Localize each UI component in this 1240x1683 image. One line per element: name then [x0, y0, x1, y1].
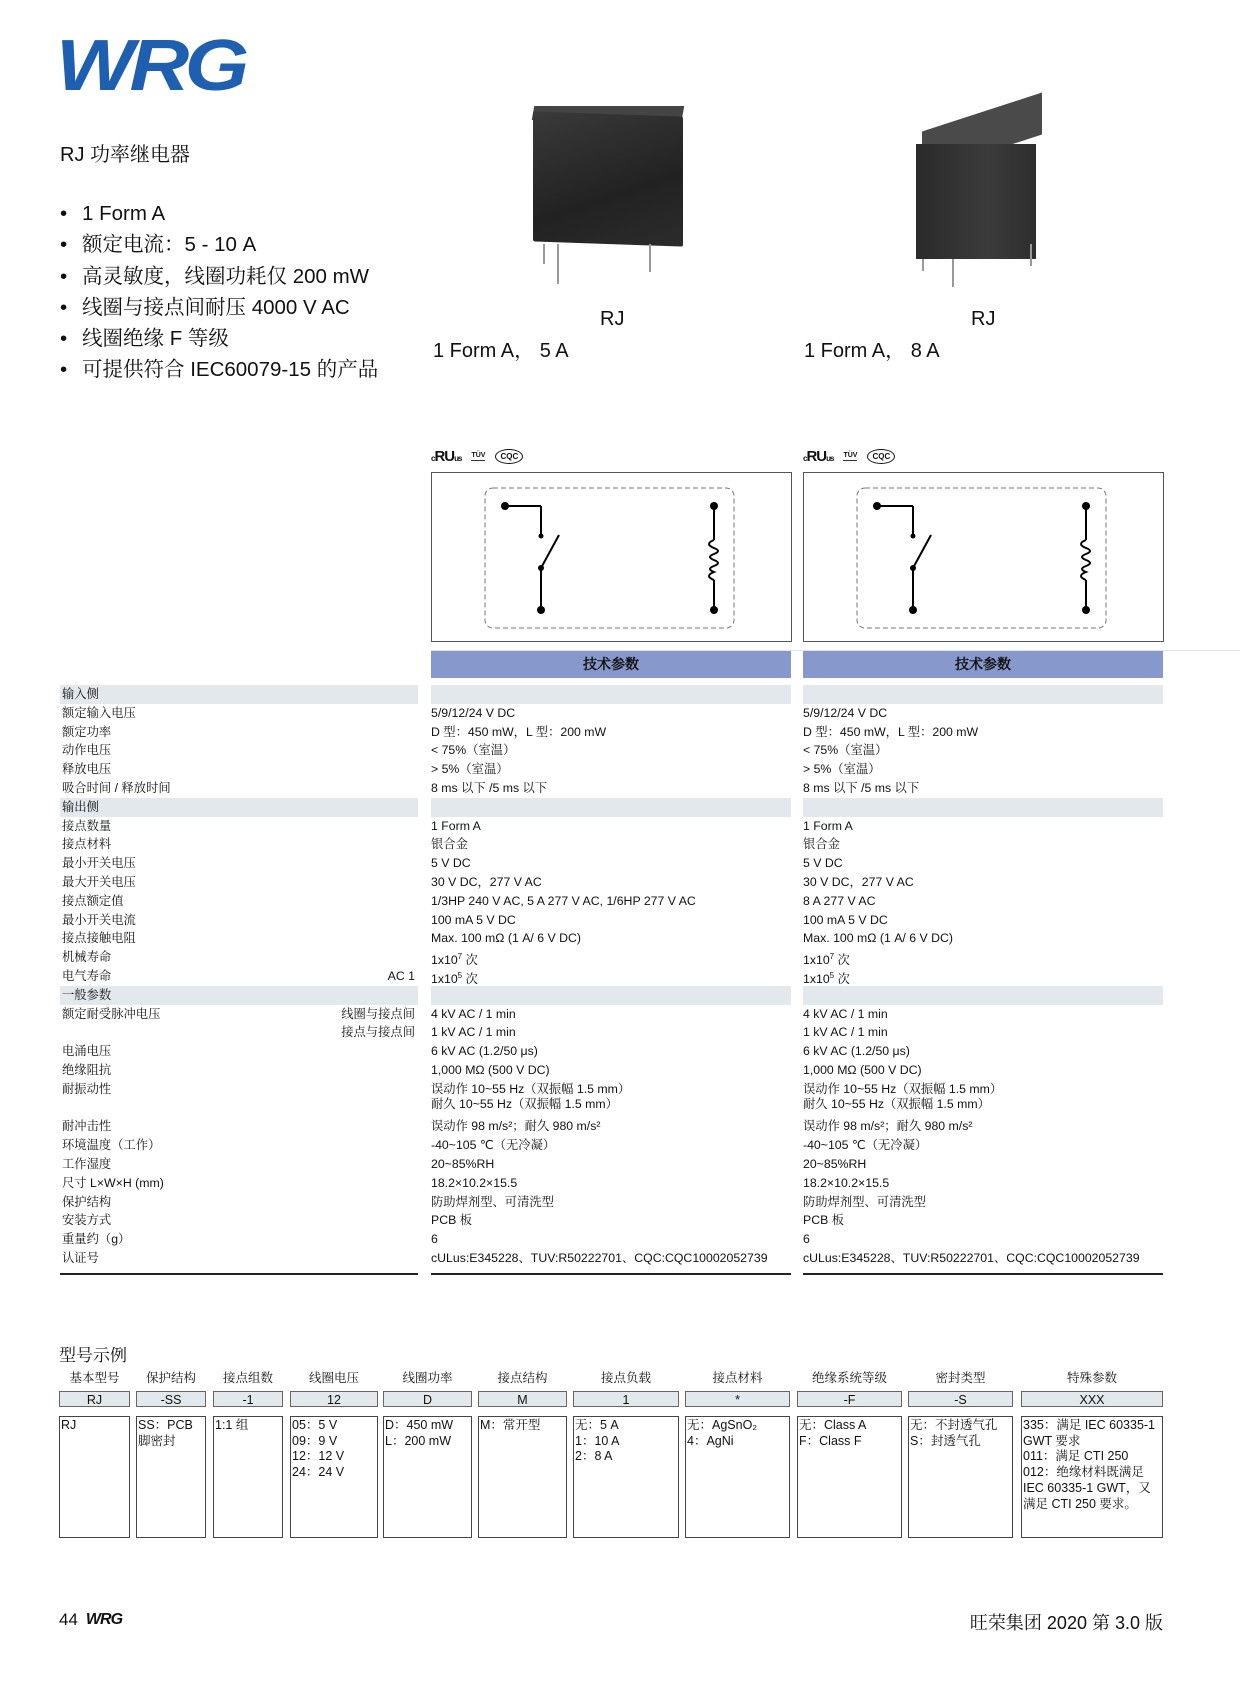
cert-logos	[803, 448, 895, 465]
product-description: 1 Form A， 8 A	[804, 340, 940, 362]
model-detail-box: SS：PCB 脚密封	[136, 1416, 206, 1538]
spec-value-line: 6 kV AC (1.2/50 μs)	[803, 1044, 910, 1059]
spec-value-base: 1x10	[431, 972, 458, 987]
spec-value-line	[803, 967, 1163, 986]
spec-value	[803, 1193, 1163, 1212]
spec-value	[431, 723, 791, 742]
feature-item: • 额定电流：5 - 10 A	[60, 229, 378, 260]
spec-value	[803, 929, 1163, 948]
feature-item: • 可提供符合 IEC60079-15 的产品	[60, 354, 378, 385]
spec-value	[803, 817, 1163, 836]
spec-label-text: 额定功率	[62, 724, 112, 739]
spec-value-line: 耐久 10~55 Hz（双振幅 1.5 mm）	[803, 1096, 990, 1111]
spec-value-line: 4 kV AC / 1 min	[803, 1006, 888, 1021]
spec-label	[60, 1061, 418, 1080]
spec-value-line: 误动作 10~55 Hz（双振幅 1.5 mm）	[803, 1081, 1003, 1096]
spec-value	[431, 1117, 791, 1136]
spec-value	[803, 1080, 1163, 1118]
spec-label-text: 接点额定值	[62, 893, 124, 908]
spec-label-text: 耐冲击性	[62, 1119, 112, 1134]
spec-label-text: 接点材料	[62, 837, 112, 852]
spec-value-line: 1 Form A	[431, 818, 481, 833]
section-header	[60, 798, 418, 817]
spec-value-unit: 次	[462, 953, 478, 968]
model-code-box: RJ	[59, 1391, 130, 1407]
tuv-cert-icon: TÜV	[843, 452, 858, 459]
model-example-title: 型号示例	[59, 1346, 127, 1365]
product-photo-8a	[912, 104, 1062, 284]
model-code-box: 1	[573, 1391, 679, 1407]
spec-label	[60, 835, 418, 854]
model-column-label: 接点组数	[222, 1371, 273, 1385]
tuv-cert-icon: TÜV	[471, 452, 486, 459]
spec-label-text: 最小开关电压	[62, 856, 136, 871]
product-description: 1 Form A， 5 A	[433, 340, 569, 362]
spec-label-text: 重量约（g）	[62, 1232, 131, 1247]
spec-label-text: 工作湿度	[62, 1157, 112, 1171]
spec-label	[60, 911, 418, 930]
model-code-box: -S	[908, 1391, 1013, 1407]
spec-value-line: D 型：450 mW，L 型：200 mW	[431, 724, 607, 739]
spec-value	[431, 967, 791, 986]
model-column-label: 基本型号	[69, 1371, 120, 1385]
spec-value-line: 8 ms 以下 /5 ms 以下	[803, 781, 920, 795]
spec-value	[803, 779, 1163, 798]
edition-text: 旺荣集团 2020 第 3.0 版	[969, 1613, 1163, 1633]
spec-label	[60, 704, 418, 723]
tech-params-header: 技术参数	[803, 650, 1163, 678]
cqc-cert-icon: CQC	[867, 449, 895, 464]
spec-value-line: 8 ms 以下 /5 ms 以下	[431, 781, 548, 795]
spec-value	[803, 986, 1163, 1005]
spec-value-line: 18.2×10.2×15.5	[803, 1175, 890, 1190]
spec-label	[60, 1174, 418, 1193]
spec-label	[60, 1136, 418, 1155]
brand-logo: WRG	[56, 26, 245, 106]
spec-value	[431, 1061, 791, 1080]
spec-value-line: 6	[803, 1232, 810, 1247]
tech-params-header: 技术参数	[431, 650, 791, 678]
feature-list	[60, 198, 378, 386]
spec-value	[803, 704, 1163, 723]
spec-value-line: 银合金	[803, 837, 840, 852]
model-detail-box: 无：Class A F：Class F	[797, 1416, 902, 1538]
spec-value-unit: 次	[834, 953, 850, 968]
cqc-cert-icon: CQC	[495, 449, 523, 464]
spec-value	[431, 1042, 791, 1061]
spec-label-text: 耐振动性	[62, 1081, 112, 1096]
spec-label	[60, 1023, 418, 1042]
spec-label-text: 安装方式	[62, 1213, 112, 1228]
spec-value-line: 1 kV AC / 1 min	[431, 1025, 516, 1040]
feature-item: • 线圈与接点间耐压 4000 V AC	[60, 292, 378, 323]
spec-value-line: 18.2×10.2×15.5	[431, 1175, 518, 1190]
ul-us-label: us	[826, 454, 834, 463]
spec-value-line: 1 Form A	[803, 818, 853, 833]
relay-schematic-icon	[432, 473, 791, 641]
spec-value-line: -40~105 ℃（无冷凝）	[431, 1138, 556, 1153]
spec-value	[431, 1080, 791, 1118]
spec-value-line: cULus:E345228、TUV:R50222701、CQC:CQC10002052739	[431, 1251, 768, 1265]
model-code-box: D	[383, 1391, 472, 1407]
spec-label-text: 额定耐受脉冲电压	[62, 1006, 161, 1021]
spec-value-exponent: 7	[457, 952, 463, 962]
ul-cert-icon	[803, 448, 833, 465]
model-column-label: 特殊参数	[1066, 1371, 1117, 1385]
spec-label-text: 最大开关电压	[62, 875, 136, 889]
spec-value	[803, 854, 1163, 873]
model-code-box: *	[685, 1391, 790, 1407]
spec-label	[60, 967, 418, 986]
spec-value-line: 1,000 MΩ (500 V DC)	[803, 1063, 922, 1077]
spec-value	[803, 1005, 1163, 1024]
spec-label	[60, 892, 418, 911]
spec-value-line: 银合金	[431, 837, 468, 852]
page-title: RJ 功率继电器	[60, 144, 190, 166]
spec-value	[803, 892, 1163, 911]
spec-label-text: 额定输入电压	[62, 705, 136, 720]
spec-sublabel: AC 1	[387, 969, 415, 983]
spec-value-line	[431, 967, 791, 986]
model-detail-box: M：常开型	[478, 1416, 567, 1538]
spec-label-text: 认证号	[62, 1251, 99, 1265]
section-header	[60, 685, 418, 704]
spec-value	[431, 1249, 791, 1268]
spec-value	[803, 1042, 1163, 1061]
ul-mark: RU	[806, 448, 827, 465]
spec-label	[60, 873, 418, 892]
spec-label	[60, 1230, 418, 1249]
ul-c-label: c	[431, 454, 435, 463]
spec-value-line: 防助焊剂型、可清洗型	[803, 1194, 926, 1209]
spec-value-line: > 5%（室温）	[431, 762, 509, 777]
spec-label-text: 机械寿命	[62, 950, 112, 965]
model-column-label: 线圈功率	[402, 1371, 453, 1385]
spec-label-text: 输入侧	[62, 687, 99, 701]
spec-value-line: 5/9/12/24 V DC	[803, 705, 888, 720]
spec-value-line: 防助焊剂型、可清洗型	[431, 1194, 554, 1209]
product-photo-5a	[531, 104, 691, 284]
spec-value-line: 100 mA 5 V DC	[803, 912, 888, 927]
spec-label	[60, 1080, 418, 1099]
spec-value-exponent: 5	[829, 971, 835, 980]
spec-value	[431, 741, 791, 760]
spec-value	[803, 798, 1163, 817]
spec-sublabel: 线圈与接点间	[341, 1006, 415, 1021]
spec-label	[60, 779, 418, 798]
spec-value	[803, 948, 1163, 967]
ul-cert-icon	[431, 448, 461, 465]
footer-logo: WRG	[85, 1611, 123, 1628]
spec-value-line: > 5%（室温）	[803, 762, 881, 777]
spec-value-line: 5 V DC	[431, 856, 471, 871]
spec-value	[803, 835, 1163, 854]
spec-value	[431, 929, 791, 948]
spec-value	[431, 911, 791, 930]
model-detail-box: 05：5 V 09：9 V 12：12 V 24：24 V	[290, 1416, 378, 1538]
spec-value	[431, 948, 791, 967]
spec-label-text: 尺寸 L×W×H (mm)	[62, 1175, 164, 1190]
page-number: 44	[59, 1610, 78, 1629]
spec-value	[431, 1155, 791, 1174]
spec-label-text: 电气寿命	[62, 969, 112, 983]
model-detail-box: 无：AgSnO₂ 4：AgNi	[685, 1416, 790, 1538]
spec-label-text: 接点接触电阻	[62, 931, 136, 946]
spec-value-line	[803, 948, 1163, 967]
spec-value	[803, 1174, 1163, 1193]
circuit-diagram	[431, 472, 792, 642]
model-detail-box: 无：不封透气孔 S：封透气孔	[908, 1416, 1013, 1538]
model-detail-box: 无：5 A 1：10 A 2：8 A	[573, 1416, 679, 1538]
spec-value-line: 5 V DC	[803, 856, 843, 871]
spec-value-base: 1x10	[803, 972, 830, 987]
spec-label-text: 环境温度（工作）	[62, 1138, 161, 1153]
model-column-label: 接点负载	[600, 1371, 651, 1385]
spec-value-line: 30 V DC，277 V AC	[431, 875, 542, 889]
spec-value-line: 1 kV AC / 1 min	[803, 1025, 888, 1040]
spec-value	[431, 779, 791, 798]
spec-value-line: 1,000 MΩ (500 V DC)	[431, 1063, 550, 1077]
spec-label	[60, 723, 418, 742]
spec-value	[803, 1155, 1163, 1174]
spec-value-line: 100 mA 5 V DC	[431, 912, 516, 927]
spec-value-line: 误动作 98 m/s²；耐久 980 m/s²	[803, 1119, 973, 1134]
footer-left	[59, 1610, 122, 1630]
spec-value-line: 5/9/12/24 V DC	[431, 705, 516, 720]
spec-label	[60, 1005, 418, 1024]
spec-label-text: 接点数量	[62, 818, 112, 833]
spec-label-text: 输出侧	[62, 799, 99, 814]
model-code-box: -1	[213, 1391, 283, 1407]
spec-value-line: 6 kV AC (1.2/50 μs)	[431, 1044, 538, 1059]
feature-item: • 1 Form A	[60, 198, 378, 229]
spec-value-exponent: 7	[829, 952, 835, 962]
spec-value	[431, 1193, 791, 1212]
spec-value	[803, 911, 1163, 930]
spec-label-text: 动作电压	[62, 743, 112, 758]
spec-value-line: 4 kV AC / 1 min	[431, 1006, 516, 1021]
spec-value-line: 误动作 10~55 Hz（双振幅 1.5 mm）	[431, 1081, 631, 1096]
spec-value	[431, 704, 791, 723]
spec-label	[60, 1042, 418, 1061]
spec-value	[431, 835, 791, 854]
spec-value	[431, 817, 791, 836]
model-column-label: 接点结构	[497, 1371, 548, 1385]
spec-label	[60, 817, 418, 836]
model-detail-box: 335：满足 IEC 60335-1 GWT 要求 011：满足 CTI 250 012：绝缘材料既满足 IEC 60335-1 GWT，又 满足 CTI 250 要求。	[1021, 1416, 1163, 1538]
spec-value	[431, 798, 791, 817]
spec-value	[431, 986, 791, 1005]
product-name: RJ	[600, 308, 625, 330]
spec-value	[431, 873, 791, 892]
ul-us-label: us	[454, 454, 462, 463]
spec-value-line: 1/3HP 240 V AC, 5 A 277 V AC, 1/6HP 277 V AC	[431, 893, 696, 908]
spec-label	[60, 1155, 418, 1174]
spec-value	[803, 723, 1163, 742]
spec-value	[431, 1136, 791, 1155]
spec-value-line: 6	[431, 1232, 438, 1247]
feature-item: • 线圈绝缘 F 等级	[60, 323, 378, 354]
model-column-label: 保护结构	[145, 1371, 196, 1385]
spec-label-text: 绝缘阻抗	[62, 1063, 112, 1077]
model-detail-box: 1:1 组	[213, 1416, 283, 1538]
spec-value-line: -40~105 ℃（无冷凝）	[803, 1138, 928, 1153]
spec-value	[803, 685, 1163, 704]
spec-value	[431, 892, 791, 911]
spec-value	[803, 967, 1163, 986]
spec-value-line: 20~85%RH	[803, 1157, 867, 1171]
spec-label-text: 一般参数	[62, 987, 112, 1002]
section-header	[60, 986, 418, 1005]
ul-c-label: c	[803, 454, 807, 463]
spec-value-line: D 型：450 mW，L 型：200 mW	[803, 724, 979, 739]
spec-value	[803, 873, 1163, 892]
spec-value-base: 1x10	[803, 953, 830, 968]
model-code-box: 12	[290, 1391, 378, 1407]
spec-value	[803, 1117, 1163, 1136]
spec-value-unit: 次	[462, 972, 478, 987]
spec-value-line: < 75%（室温）	[803, 743, 888, 758]
ul-mark: RU	[434, 448, 455, 465]
model-code-box: -SS	[136, 1391, 206, 1407]
model-detail-box: RJ	[59, 1416, 130, 1538]
spec-value	[431, 685, 791, 704]
spec-label	[60, 1249, 418, 1268]
product-name: RJ	[971, 308, 996, 330]
spec-value	[803, 1211, 1163, 1230]
relay-schematic-icon	[804, 473, 1163, 641]
spec-label-text: 吸合时间 / 释放时间	[62, 781, 171, 795]
spec-value-line: 20~85%RH	[431, 1157, 495, 1171]
spec-value-line: PCB 板	[431, 1213, 472, 1228]
spec-label	[60, 760, 418, 779]
model-column-label: 接点材料	[712, 1371, 763, 1385]
spec-label	[60, 854, 418, 873]
spec-value	[431, 1005, 791, 1024]
spec-value-line: PCB 板	[803, 1213, 844, 1228]
spec-value-line: 耐久 10~55 Hz（双振幅 1.5 mm）	[431, 1096, 618, 1111]
spec-label-text: 最小开关电流	[62, 912, 136, 927]
spec-value-line: Max. 100 mΩ (1 A/ 6 V DC)	[803, 931, 953, 946]
cert-logos	[431, 448, 523, 465]
spec-label	[60, 1117, 418, 1136]
spec-label	[60, 741, 418, 760]
circuit-diagram	[803, 472, 1164, 642]
spec-value	[803, 1249, 1163, 1268]
spec-value-line: 30 V DC，277 V AC	[803, 875, 914, 889]
spec-value-unit: 次	[834, 972, 850, 987]
feature-item: • 高灵敏度，线圈功耗仅 200 mW	[60, 261, 378, 292]
spec-value-line: < 75%（室温）	[431, 743, 516, 758]
spec-value-line: Max. 100 mΩ (1 A/ 6 V DC)	[431, 931, 581, 946]
model-column-label: 线圈电压	[308, 1371, 359, 1385]
spec-value-base: 1x10	[431, 953, 458, 968]
spec-value	[431, 1211, 791, 1230]
spec-value	[803, 1061, 1163, 1080]
spec-value	[431, 854, 791, 873]
model-detail-box: D：450 mW L：200 mW	[383, 1416, 472, 1538]
spec-label	[60, 948, 418, 967]
spec-label	[60, 1193, 418, 1212]
spec-value	[803, 760, 1163, 779]
spec-value	[803, 1136, 1163, 1155]
spec-value-exponent: 5	[457, 971, 463, 980]
spec-label-text: 电涌电压	[62, 1044, 112, 1059]
spec-sublabel: 接点与接点间	[341, 1025, 415, 1040]
spec-value-line	[431, 948, 791, 967]
spec-value	[431, 1230, 791, 1249]
spec-value	[431, 1023, 791, 1042]
spec-value	[803, 1023, 1163, 1042]
model-code-box: -F	[797, 1391, 902, 1407]
spec-value-line: 8 A 277 V AC	[803, 893, 876, 908]
spec-label	[60, 929, 418, 948]
spec-label-text: 保护结构	[62, 1194, 112, 1209]
model-code-box: XXX	[1021, 1391, 1163, 1407]
spec-value-line: cULus:E345228、TUV:R50222701、CQC:CQC10002052739	[803, 1251, 1140, 1265]
model-column-label: 密封类型	[935, 1371, 986, 1385]
spec-value	[431, 1174, 791, 1193]
spec-value	[803, 741, 1163, 760]
spec-label	[60, 1211, 418, 1230]
spec-value	[431, 760, 791, 779]
model-column-label: 绝缘系统等级	[811, 1371, 887, 1385]
spec-label-text	[60, 1025, 62, 1039]
spec-value-line: 误动作 98 m/s²；耐久 980 m/s²	[431, 1119, 601, 1134]
model-code-box: M	[478, 1391, 567, 1407]
spec-value	[803, 1230, 1163, 1249]
spec-label-text: 释放电压	[62, 762, 112, 777]
